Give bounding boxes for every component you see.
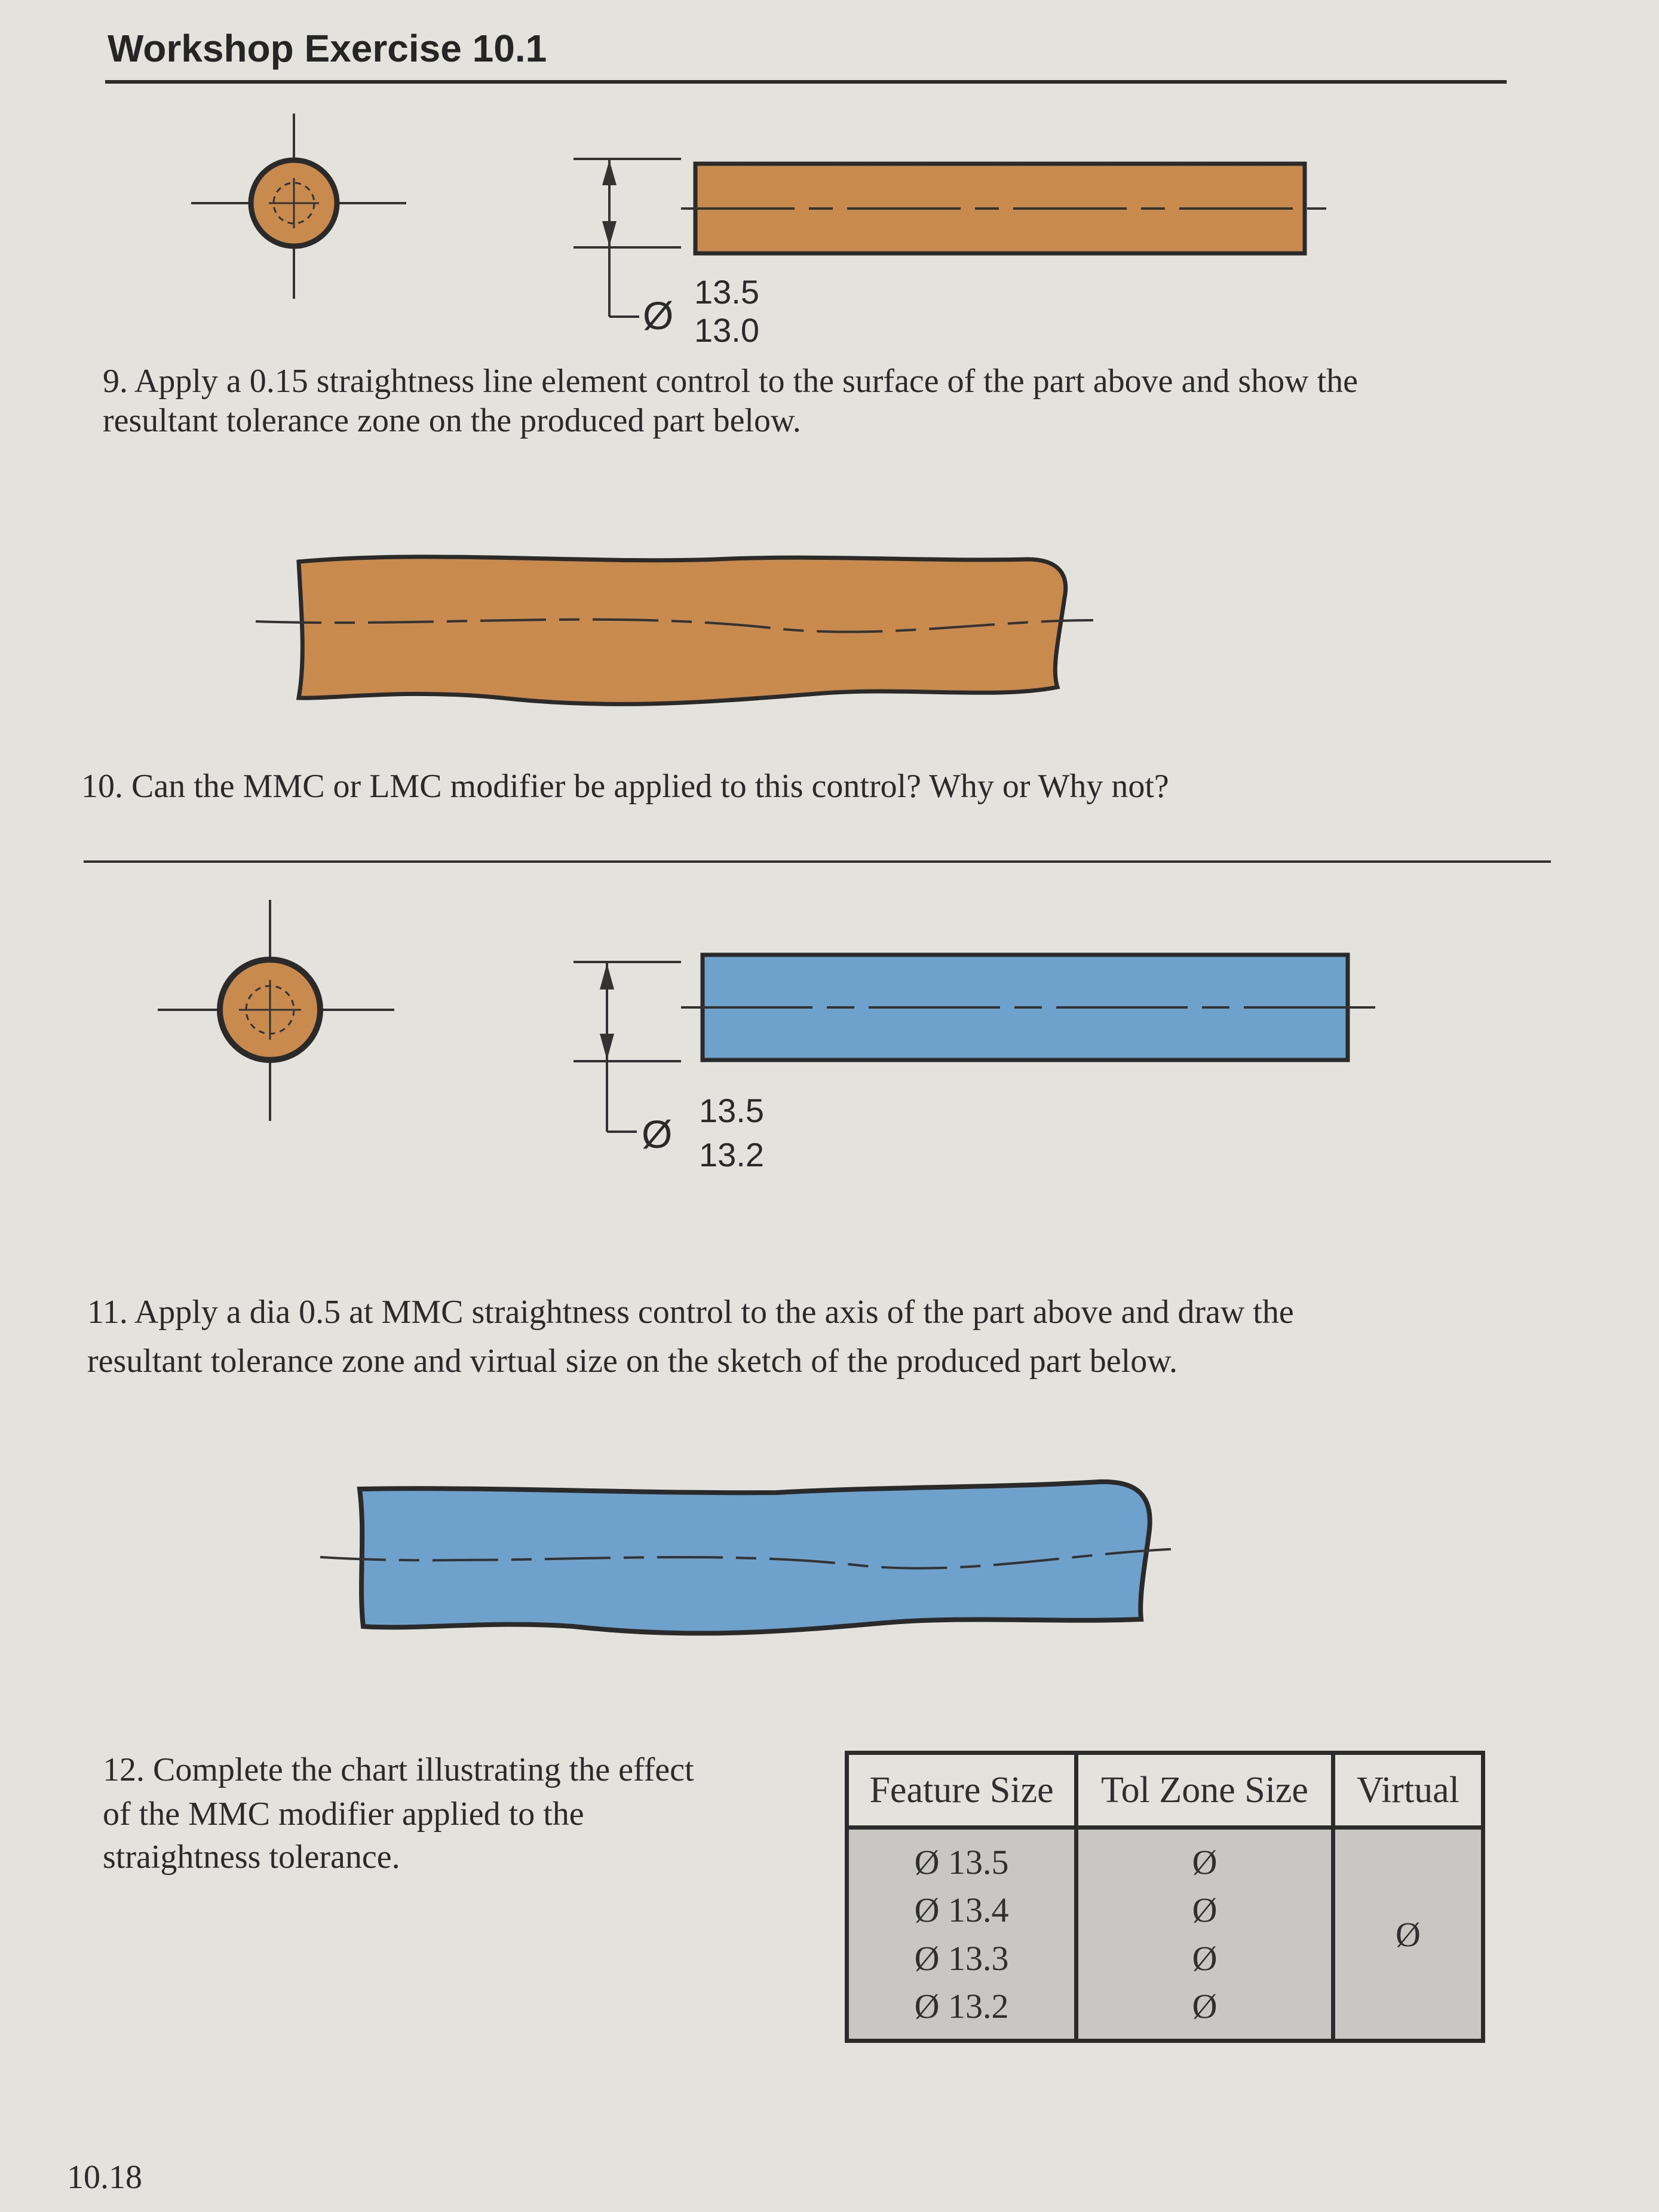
dim-upper-1: 13.5 (694, 273, 759, 311)
feature-size-value: Ø 13.5 (914, 1843, 1009, 1882)
header-virtual: Virtual (1333, 1753, 1483, 1828)
tol-zone-value: Ø (1192, 1843, 1218, 1882)
produced-part-1 (251, 550, 1099, 717)
diameter-symbol-1: Ø (643, 293, 674, 338)
tol-zone-value: Ø (1192, 1986, 1218, 2026)
header-feature-size: Feature Size (847, 1753, 1077, 1828)
dim-lower-2: 13.2 (699, 1136, 764, 1174)
tol-zone-cell[interactable] (1077, 1828, 1333, 2041)
dim-upper-2: 13.5 (699, 1092, 764, 1129)
end-view-1 (179, 108, 418, 305)
end-view-2 (155, 896, 406, 1123)
question-12-line-1: 12. Complete the chart illustrating the effect (103, 1751, 694, 1788)
produced-part-2 (311, 1470, 1183, 1649)
question-11-line-1: 11. Apply a dia 0.5 at MMC straightness control to the axis of the part above and draw the (87, 1294, 1294, 1331)
page-title: Workshop Exercise 10.1 (108, 27, 547, 70)
question-12-line-2: of the MMC modifier applied to the (103, 1796, 584, 1833)
virtual-value: Ø (1396, 1914, 1421, 1954)
dimension-1 (574, 155, 693, 329)
side-view-2 (679, 950, 1384, 1070)
diameter-symbol-2: Ø (642, 1112, 673, 1156)
tol-zone-value: Ø (1192, 1938, 1218, 1978)
question-10: 10. Can the MMC or LMC modifier be applied to this control? Why or Why not? (81, 768, 1169, 805)
answer-line-10 (84, 860, 1551, 863)
mmc-chart-table (845, 1751, 1485, 2043)
dimension-2 (574, 958, 693, 1138)
feature-size-cell (847, 1828, 1077, 2041)
feature-size-value: Ø 13.2 (914, 1986, 1009, 2026)
dim-lower-1: 13.0 (694, 311, 759, 349)
header-tol-zone-size: Tol Zone Size (1077, 1753, 1333, 1828)
question-9-line-1: 9. Apply a 0.15 straightness line element control to the surface of the part above and show the (103, 363, 1358, 400)
side-view-1 (681, 155, 1338, 269)
header-rule (105, 80, 1507, 84)
feature-size-value: Ø 13.4 (914, 1891, 1009, 1930)
table-header-row (847, 1753, 1483, 1828)
feature-size-value: Ø 13.3 (914, 1938, 1009, 1978)
tol-zone-value: Ø (1192, 1891, 1218, 1930)
virtual-cell[interactable] (1333, 1828, 1483, 2041)
question-11-line-2: resultant tolerance zone and virtual size on the sketch of the produced part below. (87, 1343, 1178, 1380)
question-12-line-3: straightness tolerance. (103, 1839, 400, 1876)
table-body-row (847, 1828, 1483, 2041)
page-number: 10.18 (67, 2159, 142, 2196)
question-9-line-2: resultant tolerance zone on the produced part below. (103, 402, 801, 439)
